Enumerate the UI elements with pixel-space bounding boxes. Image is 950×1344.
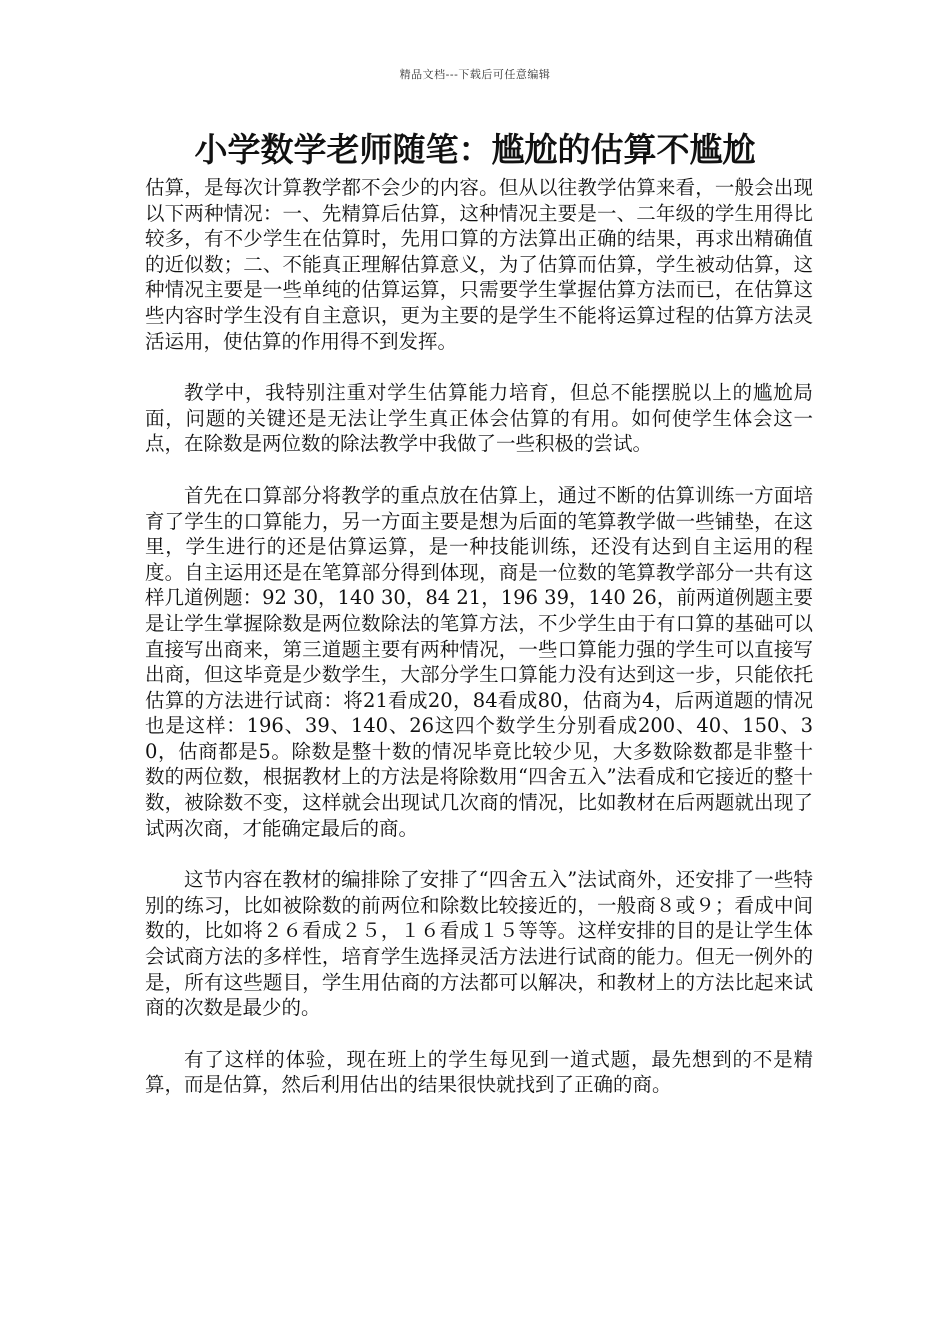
document-title: 小学数学老师随笔：尴尬的估算不尴尬 bbox=[194, 130, 756, 169]
header-note: 精品文档---下载后可任意编辑 bbox=[399, 68, 551, 81]
paragraph-1: 估算，是每次计算教学都不会少的内容。但从以往教学估算来看，一般会出现以下两种情况：一、先精算后估算，这种情况主要是一、二年级的学生用得比较多，有不少学生在估算时，先用口算的方法算出正确的结果，再求出精确值的近似数；二、不能真正理解估算意义，为了估算而估算，学生被动估算，这种情况主要是一些单纯的估算运算，只需要学生掌握估算方法而已，在估算这些内容时学生没有自主意识，更为主要的是学生不能将运算过程的估算方法灵活运用，使估算的作用得不到发挥。 bbox=[145, 176, 813, 353]
paragraph-5: 有了这样的体验，现在班上的学生每见到一道式题，最先想到的不是精算，而是估算，然后利用估出的结果很快就找到了正确的商。 bbox=[145, 1047, 813, 1097]
paragraph-3: 首先在口算部分将教学的重点放在估算上，通过不断的估算训练一方面培育了学生的口算能力，另一方面主要是想为后面的笔算教学做一些铺垫，在这里，学生进行的还是估算运算，是一种技能训练，还没有达到自主运用的程度。自主运用还是在笔算部分得到体现，商是一位数的笔算教学部分一共有这样几道例题：92 30，140 30，84 21，196 39，140 26，前两道例题主要是让学生掌握除数是两位数除法的笔算方法，不少学生由于有口算的基础可以直接写出商来，第三道题主要有两种情况，一些口算能力强的学生可以直接写出商，但这毕竟是少数学生，大部分学生口算能力没有达到这一步，只能依托估算的方法进行试商：将21看成20，84看成80，估商为4，后两道题的情况也是这样：196、39、140、26这四个数学生分别看成200、40、150、30，估商都是5。除数是整十数的情况毕竟比较少见，大多数除数都是非整十数的两位数，根据教材上的方法是将除数用“四舍五入”法看成和它接近的整十数，被除数不变，这样就会出现试几次商的情况，比如教材在后两题就出现了试两次商，才能确定最后的商。 bbox=[145, 483, 813, 840]
document-body bbox=[145, 175, 813, 1124]
paragraph-4: 这节内容在教材的编排除了安排了“四舍五入”法试商外，还安排了一些特别的练习，比如被除数的前两位和除数比较接近的，一般商８或９；看成中间数的，比如将２６看成２５，１６看成１５等等。这样安排的目的是让学生体会试商方法的多样性，培育学生选择灵活方法进行试商的能力。但无一例外的是，所有这些题目，学生用估商的方法都可以解决，和教材上的方法比起来试商的次数是最少的。 bbox=[145, 868, 813, 1020]
paragraph-2: 教学中，我特别注重对学生估算能力培育，但总不能摆脱以上的尴尬局面，问题的关键还是无法让学生真正体会估算的有用。如何使学生体会这一点，在除数是两位数的除法教学中我做了一些积极的尝试。 bbox=[145, 381, 813, 456]
